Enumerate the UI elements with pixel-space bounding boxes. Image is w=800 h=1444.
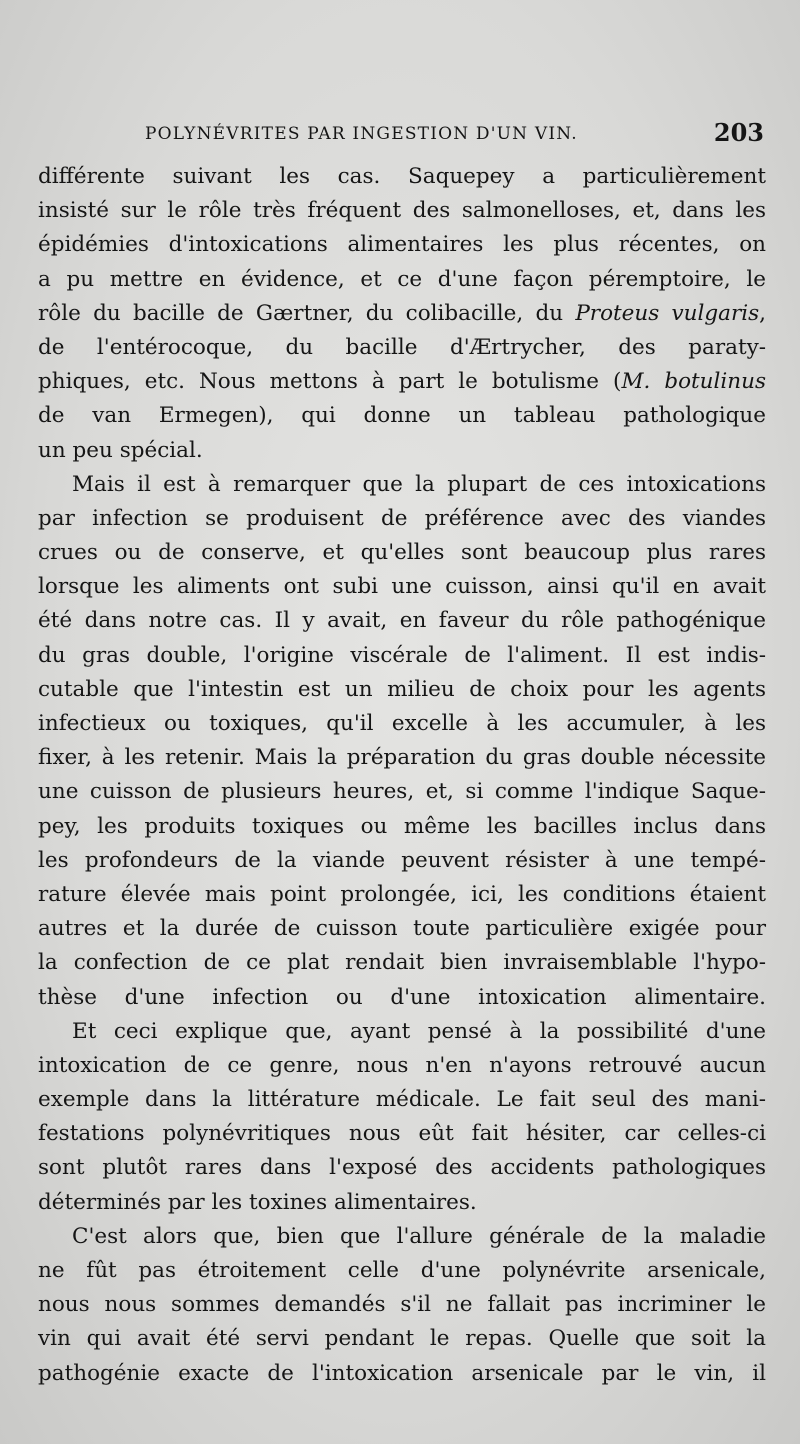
text-line: infectieux ou toxiques, qu'il excelle à les accumuler, à les	[38, 711, 766, 736]
text-line: du gras double, l'origine viscérale de l'aliment. Il est indis-	[38, 642, 766, 668]
text-line: festations polynévritiques nous eût fait hésiter, car celles-ci	[38, 1121, 766, 1147]
running-title: POLYNÉVRITES PAR INGESTION D'UN VIN.	[145, 124, 578, 144]
text-line: un peu spécial.	[38, 437, 203, 463]
running-head	[40, 118, 768, 152]
text-line: de van Ermegen), qui donne un tableau pathologique	[38, 403, 766, 429]
text-line: rature élevée mais point prolongée, ici, les conditions étaient	[38, 881, 766, 907]
text-line: rôle du bacille de Gærtner, du colibacille, du Proteus vulgaris,	[38, 300, 766, 326]
page-number: 203	[713, 118, 764, 147]
text-line: Et ceci explique que, ayant pensé à la possibilité d'une	[72, 1018, 766, 1044]
text-line: exemple dans la littérature médicale. Le fait seul des mani-	[38, 1087, 766, 1113]
text-line: crues ou de conserve, et qu'elles sont beaucoup plus rares	[38, 540, 766, 566]
text-line: ne fût pas étroitement celle d'une polynévrite arsenicale,	[38, 1258, 766, 1283]
text-line: C'est alors que, bien que l'allure générale de la maladie	[72, 1223, 766, 1249]
paragraph	[38, 160, 766, 468]
text-line: pathogénie exacte de l'intoxication arsenicale par le vin, il	[38, 1360, 766, 1386]
text-line: thèse d'une infection ou d'une intoxication alimentaire.	[38, 984, 766, 1010]
text-line: Mais il est à remarquer que la plupart de ces intoxications	[72, 471, 766, 497]
text-line: déterminés par les toxines alimentaires.	[38, 1189, 477, 1215]
paragraph	[38, 468, 766, 1015]
text-line: différente suivant les cas. Saquepey a particulièrement	[38, 164, 766, 189]
text-line: fixer, à les retenir. Mais la préparation du gras double nécessite	[38, 745, 766, 771]
text-line: nous nous sommes demandés s'il ne fallait pas incriminer le	[38, 1292, 766, 1318]
paragraph	[38, 1220, 766, 1391]
italic-term: Proteus vulgaris	[575, 300, 760, 326]
text-line: lorsque les aliments ont subi une cuisson, ainsi qu'il en avait	[38, 574, 766, 600]
text-line: insisté sur le rôle très fréquent des salmonelloses, et, dans les	[38, 198, 766, 224]
text-line: phiques, etc. Nous mettons à part le botulisme (M. botulinus	[38, 369, 766, 395]
text-line: vin qui avait été servi pendant le repas. Quelle que soit la	[38, 1326, 766, 1352]
text-line: épidémies d'intoxications alimentaires les plus récentes, on	[38, 232, 766, 258]
text-line: autres et la durée de cuisson toute particulière exigée pour	[38, 916, 766, 942]
text-line: la confection de ce plat rendait bien invraisemblable l'hypo-	[38, 950, 766, 976]
text-line: une cuisson de plusieurs heures, et, si comme l'indique Saque-	[38, 779, 766, 805]
paragraph	[38, 1015, 766, 1220]
text-line: les profondeurs de la viande peuvent résister à une tempé-	[38, 847, 766, 873]
body-text	[38, 160, 766, 1391]
text-line: été dans notre cas. Il y avait, en faveur du rôle pathogénique	[38, 608, 766, 634]
text-line: par infection se produisent de préférence avec des viandes	[38, 505, 766, 531]
text-line: de l'entérocoque, du bacille d'Ærtrycher, des paraty-	[38, 334, 766, 360]
text-line: a pu mettre en évidence, et ce d'une façon péremptoire, le	[38, 266, 766, 292]
text-line: pey, les produits toxiques ou même les bacilles inclus dans	[38, 813, 766, 839]
text-line: sont plutôt rares dans l'exposé des accidents pathologiques	[38, 1155, 766, 1181]
text-line: intoxication de ce genre, nous n'en n'ayons retrouvé aucun	[38, 1052, 766, 1078]
text-line: cutable que l'intestin est un milieu de choix pour les agents	[38, 676, 766, 702]
italic-term: M. botulinus	[621, 369, 766, 395]
